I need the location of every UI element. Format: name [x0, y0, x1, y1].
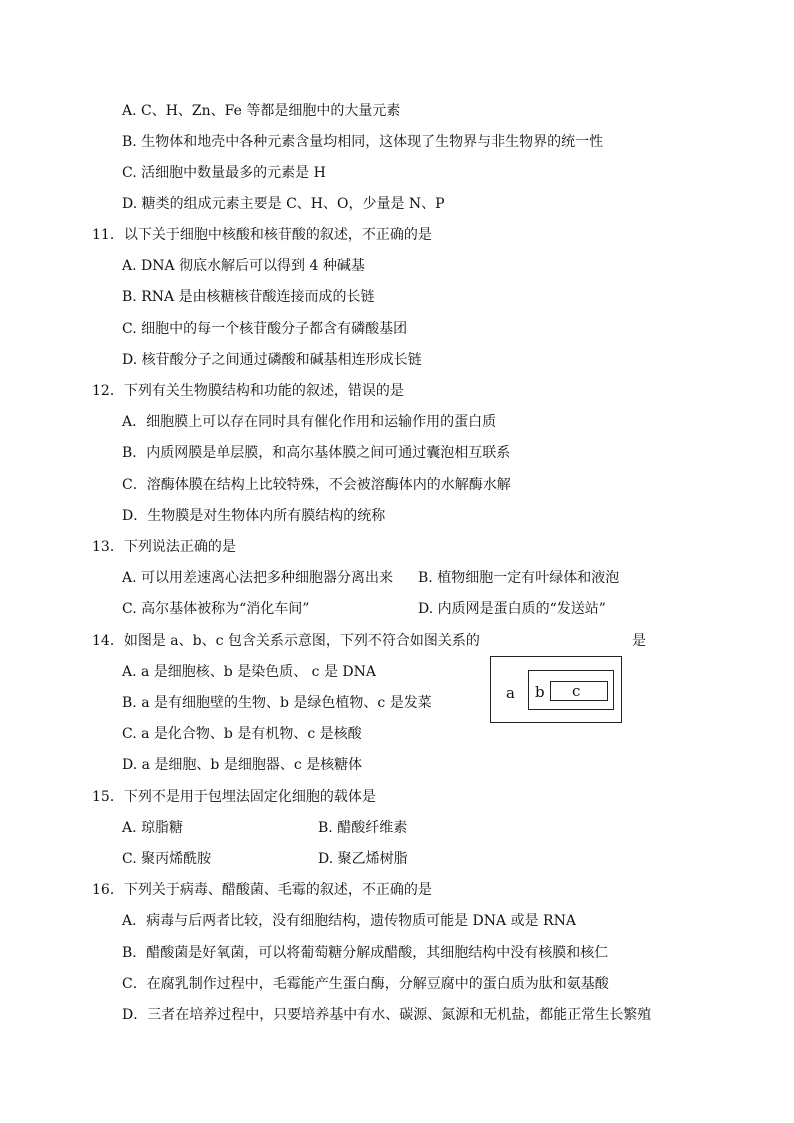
line-q13b: B. 植物细胞一定有叶绿体和液泡: [418, 570, 620, 586]
line-q15d: D. 聚乙烯树脂: [318, 851, 408, 867]
line-q11a: A. DNA 彻底水解后可以得到 4 种碱基: [122, 258, 365, 274]
line-q11c: C. 细胞中的每一个核苷酸分子都含有磷酸基团: [122, 321, 408, 337]
line-q16a: A．病毒与后两者比较，没有细胞结构，遗传物质可能是 DNA 或是 RNA: [122, 913, 576, 929]
line-q12c: C．溶酶体膜在结构上比较特殊，不会被溶酶体内的水解酶水解: [122, 477, 511, 493]
line-q11d: D. 核苷酸分子之间通过磷酸和碱基相连形成长链: [122, 352, 422, 368]
line-q10c: C. 活细胞中数量最多的元素是 H: [122, 165, 326, 181]
line-q16c: C．在腐乳制作过程中，毛霉能产生蛋白酶，分解豆腐中的蛋白质为肽和氨基酸: [122, 976, 609, 992]
line-q14tail: 是: [632, 633, 646, 649]
line-q10b: B. 生物体和地壳中各种元素含量均相同，这体现了生物界与非生物界的统一性: [122, 134, 604, 150]
line-q14c: C. a 是化合物、b 是有机物、c 是核酸: [122, 726, 362, 742]
line-q16: 16．下列关于病毒、醋酸菌、毛霉的叙述，不正确的是: [92, 882, 432, 898]
line-q15a: A. 琼脂糖: [122, 820, 184, 836]
line-q12a: A．细胞膜上可以存在同时具有催化作用和运输作用的蛋白质: [122, 414, 497, 430]
line-q15c: C. 聚丙烯酰胺: [122, 851, 212, 867]
line-q13c: C. 高尔基体被称为“消化车间”: [122, 601, 310, 617]
line-q12d: D．生物膜是对生物体内所有膜结构的统称: [122, 508, 386, 524]
line-q16d: D．三者在培养过程中，只要培养基中有水、碳源、氮源和无机盐，都能正常生长繁殖: [122, 1007, 652, 1023]
line-q15: 15．下列不是用于包埋法固定化细胞的载体是: [92, 789, 376, 805]
line-q13d: D. 内质网是蛋白质的“发送站”: [418, 601, 606, 617]
nesting-diagram: [490, 656, 622, 723]
line-q14a: A. a 是细胞核、b 是染色质、 c 是 DNA: [122, 664, 376, 680]
line-q13a: A. 可以用差速离心法把多种细胞器分离出来: [122, 570, 394, 586]
line-q10d: D. 糖类的组成元素主要是 C、H、O，少量是 N、P: [122, 196, 445, 212]
line-q12: 12．下列有关生物膜结构和功能的叙述，错误的是: [92, 383, 404, 399]
line-q16b: B．醋酸菌是好氧菌，可以将葡萄糖分解成醋酸，其细胞结构中没有核膜和核仁: [122, 945, 609, 961]
diagram-label-a: a: [506, 684, 515, 702]
line-q11: 11．以下关于细胞中核酸和核苷酸的叙述，不正确的是: [92, 227, 432, 243]
line-q14: 14．如图是 a、b、c 包含关系示意图，下列不符合如图关系的: [92, 633, 480, 649]
diagram-label-c: c: [572, 682, 581, 700]
line-q15b: B. 醋酸纤维素: [318, 820, 408, 836]
line-q10a: A. C、H、Zn、Fe 等都是细胞中的大量元素: [122, 103, 401, 119]
line-q14b: B. a 是有细胞壁的生物、b 是绿色植物、c 是发菜: [122, 695, 432, 711]
line-q12b: B．内质网膜是单层膜，和高尔基体膜之间可通过囊泡相互联系: [122, 445, 511, 461]
line-q13: 13．下列说法正确的是: [92, 539, 236, 555]
line-q11b: B. RNA 是由核糖核苷酸连接而成的长链: [122, 289, 375, 305]
diagram-label-b: b: [535, 683, 545, 701]
line-q14d: D. a 是细胞、b 是细胞器、c 是核糖体: [122, 757, 363, 773]
